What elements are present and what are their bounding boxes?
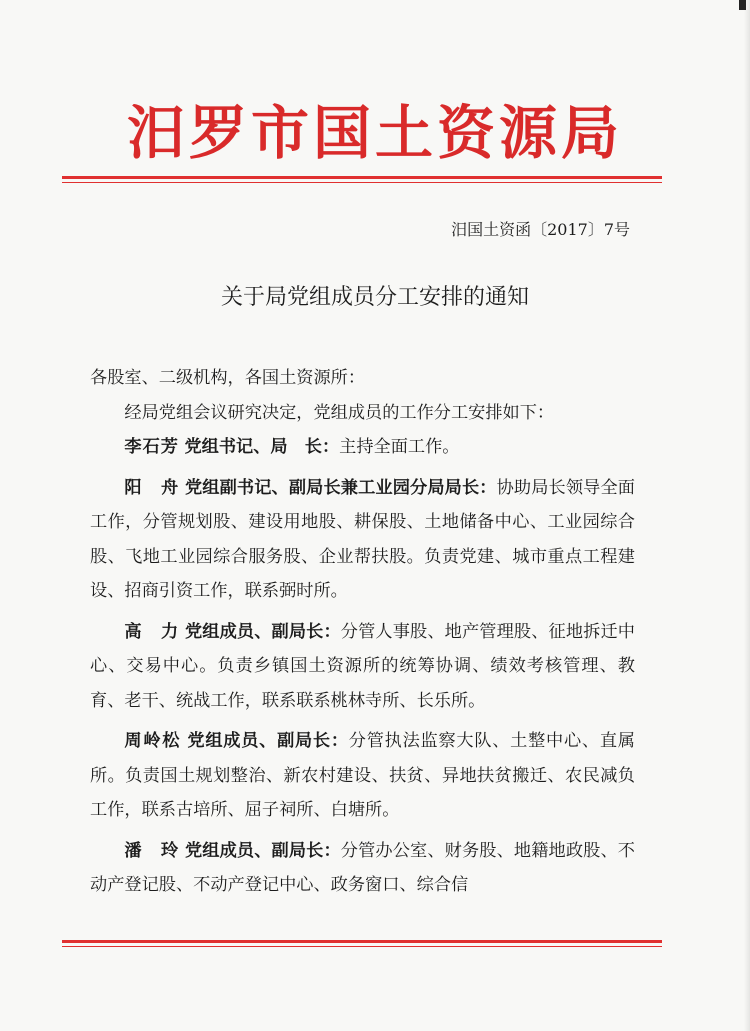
member-role: 党组成员、副局长：	[184, 621, 341, 642]
scan-corner-mark	[739, 0, 746, 10]
member-name: 高 力	[124, 621, 180, 642]
document-title: 关于局党组成员分工安排的通知	[220, 285, 529, 310]
intro-paragraph: 经局党组会议研究决定，党组成员的工作分工安排如下：	[124, 402, 555, 423]
letterhead-rule-top	[62, 176, 662, 183]
footer-rule	[62, 940, 662, 947]
member-duties: 协助局长领导全面工作，分管规划股、建设用地股、耕保股、土地储备中心、工业园综合股、飞地工业园综合服务股、企业帮扶股。负责党建、城市重点工程建设、招商引资工作，联系弼时所。	[90, 477, 635, 601]
member-role: 党组成员、副局长：	[184, 840, 341, 861]
member-name: 阳 舟	[124, 477, 180, 498]
member-entry	[90, 724, 635, 828]
member-role: 党组副书记、副局长兼工业园分局局长：	[184, 477, 497, 498]
member-role: 党组成员、副局长：	[187, 731, 349, 751]
member-entry	[90, 471, 635, 609]
member-duties: 分管人事股、地产管理股、征地拆迁中心、交易中心。负责乡镇国土资源所的统筹协调、绩效考核管理、教育、老干、统战工作，联系联系桃林寺所、长乐所。	[90, 621, 635, 711]
member-entry	[90, 834, 635, 903]
member-role: 党组书记、局 长：	[184, 437, 340, 457]
member-duties: 分管办公室、财务股、地籍地政股、不动产登记股、不动产登记中心、政务窗口、综合信	[90, 840, 635, 895]
member-duties: 分管执法监察大队、土整中心、直属所。负责国土规划整治、新农村建设、扶贫、异地扶贫搬迁、农民减负工作，联系古培所、屈子祠所、白塘所。	[90, 731, 635, 820]
salutation: 各股室、二级机构，各国土资源所：	[90, 368, 366, 388]
member-entry	[90, 615, 635, 719]
member-entry	[90, 430, 635, 465]
letterhead-title: 汨罗市国土资源局	[126, 99, 623, 167]
document-body	[90, 361, 635, 903]
member-name: 周岭松	[124, 731, 182, 751]
member-name: 潘 玲	[124, 840, 180, 861]
member-name: 李石芳	[124, 437, 179, 457]
document-number: 汨国土资函〔2017〕7号	[451, 220, 630, 239]
member-duties: 主持全面工作。	[339, 437, 460, 457]
